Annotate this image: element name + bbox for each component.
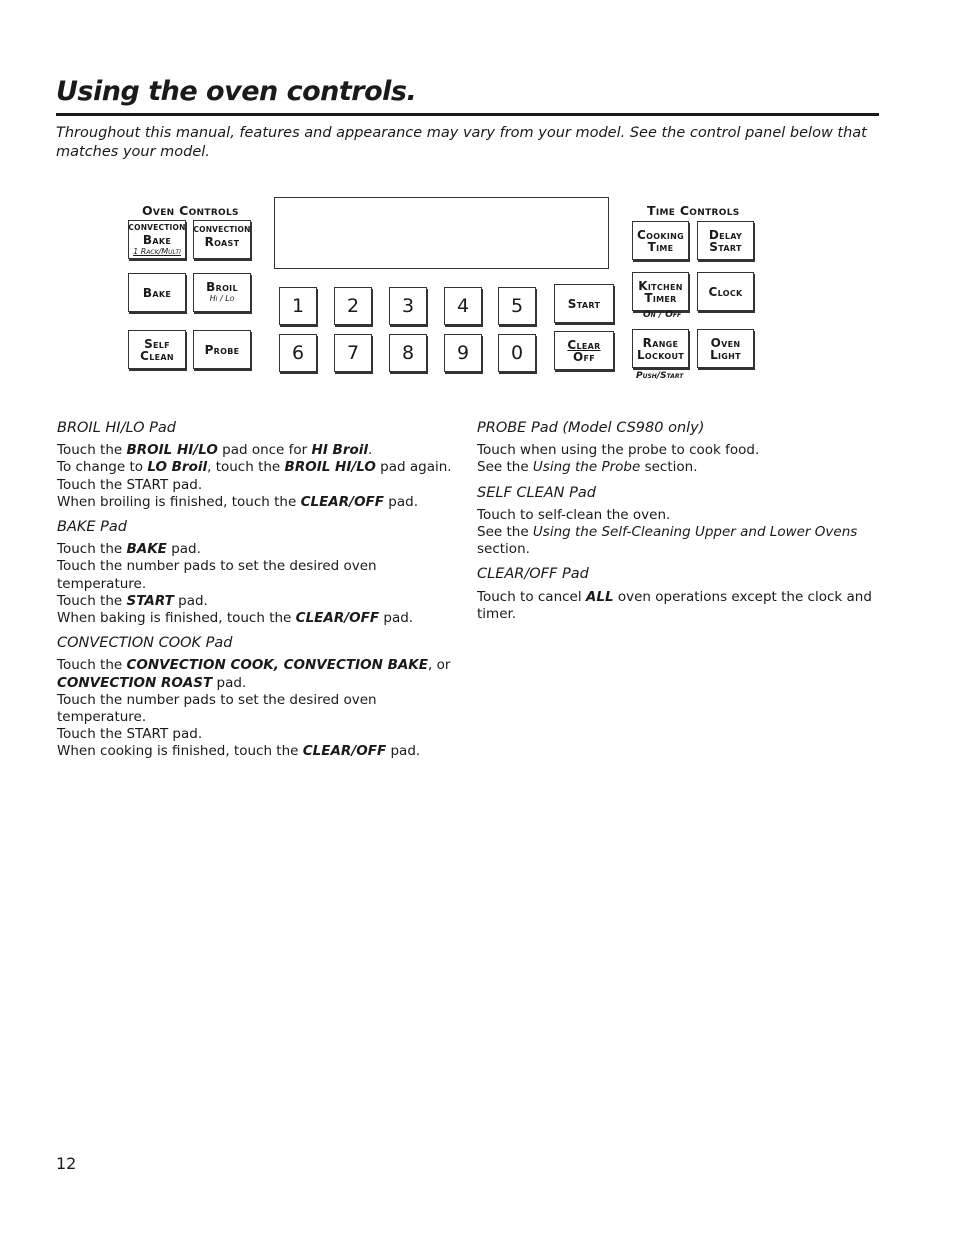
convection-line-1: Touch the CONVECTION COOK, CONVECTION BAKE, or: [57, 657, 451, 674]
broil-line-3: Touch the START pad.: [57, 476, 203, 493]
convection-line-5: When cooking is finished, touch the CLEAR/OFF pad.: [57, 743, 421, 760]
probe-line-2: See the Using the Probe section.: [477, 459, 698, 476]
convection-line-3: Touch the number pads to set the desired oven temperature.: [57, 691, 377, 726]
self-clean-line-2: See the Using the Self-Cleaning Upper and Lower Ovens section.: [477, 524, 858, 558]
self-clean-line-1: Touch to self-clean the oven.: [477, 506, 671, 523]
number-pad-1[interactable]: 1: [279, 287, 317, 325]
bake-pad[interactable]: [128, 273, 186, 312]
bake-line-3: Touch the START pad.: [57, 592, 208, 609]
clock-label: Clock: [708, 284, 743, 299]
bake-section: [57, 519, 457, 627]
broil-heading: BROIL HI/LO Pad: [57, 420, 176, 436]
convection-bake-label: Bake: [142, 232, 172, 247]
oven-controls-label: Oven Controls: [142, 203, 239, 218]
probe-heading: PROBE Pad (Model CS980 only): [477, 420, 705, 436]
convection-bake-sub-label: 1 Rack/Multi: [133, 246, 181, 256]
convection-roast-label: Roast: [204, 235, 240, 249]
convection-roast-top-label: CONVECTION: [193, 225, 251, 234]
range-lockout-push-start-label: Push/Start: [636, 371, 684, 381]
probe-pad[interactable]: [193, 330, 251, 369]
convection-roast-pad[interactable]: [193, 220, 251, 259]
broil-line-2: To change to LO Broil, touch the BROIL HI/LO pad again.: [57, 459, 452, 476]
range-lockout-label-2: Lockout: [636, 347, 684, 362]
clear-off-label-1: Clear: [567, 337, 601, 352]
start-label: Start: [567, 296, 601, 311]
number-pad-8[interactable]: 8: [389, 334, 427, 372]
broil-sub-label: Hi / Lo: [209, 293, 235, 303]
number-pad-2[interactable]: 2: [334, 287, 372, 325]
clear-off-heading: CLEAR/OFF Pad: [477, 566, 589, 583]
delay-start-label-2: Start: [709, 239, 742, 254]
cooking-time-pad[interactable]: [632, 221, 689, 260]
number-pad-5[interactable]: 5: [498, 287, 536, 325]
self-clean-label-2: Clean: [140, 348, 174, 363]
number-pad-9[interactable]: 9: [444, 334, 482, 372]
broil-section: [57, 420, 457, 511]
page-number: 12: [56, 1154, 77, 1173]
oven-light-label-1: Oven: [710, 335, 741, 350]
broil-pad[interactable]: [193, 273, 251, 312]
bake-label: Bake: [142, 285, 172, 300]
probe-line-1: Touch when using the probe to cook food.: [477, 442, 760, 459]
clear-off-section: [477, 566, 897, 623]
delay-start-label-1: Delay: [708, 227, 743, 242]
probe-label: Probe: [204, 342, 240, 357]
bake-line-1: Touch the BAKE pad.: [57, 541, 201, 558]
bake-line-2: Touch the number pads to set the desired oven temperature.: [57, 558, 377, 592]
self-clean-pad[interactable]: [128, 330, 186, 369]
bake-line-4: When baking is finished, touch the CLEAR/OFF pad.: [57, 610, 414, 627]
broil-line-1: Touch the BROIL HI/LO pad once for HI Broil.: [57, 442, 373, 459]
clock-pad[interactable]: [697, 272, 754, 311]
kitchen-timer-pad[interactable]: [632, 272, 689, 311]
left-column: [57, 420, 457, 769]
title-divider: [56, 113, 879, 116]
convection-section: [57, 635, 457, 760]
number-pad-6[interactable]: 6: [279, 334, 317, 372]
convection-line-4: Touch the START pad.: [57, 726, 203, 743]
display-window: [274, 197, 609, 269]
clear-off-pad[interactable]: [554, 331, 614, 370]
number-pad-0[interactable]: 0: [498, 334, 536, 372]
convection-bake-pad[interactable]: [128, 220, 186, 259]
probe-section: [477, 420, 897, 477]
clear-off-line-1: Touch to cancel ALL oven operations except the clock and timer.: [477, 588, 872, 622]
range-lockout-pad[interactable]: [632, 329, 689, 368]
number-pad-4[interactable]: 4: [444, 287, 482, 325]
convection-heading: CONVECTION COOK Pad: [57, 635, 233, 652]
kitchen-timer-label-1: Kitchen: [638, 278, 683, 293]
kitchen-timer-label-2: Timer: [644, 290, 677, 305]
oven-light-label-2: Light: [710, 347, 741, 362]
delay-start-pad[interactable]: [697, 221, 754, 260]
start-pad[interactable]: [554, 284, 614, 323]
broil-line-4: When broiling is finished, touch the CLEAR/OFF pad.: [57, 493, 419, 510]
right-column: [477, 420, 897, 631]
intro-paragraph: Throughout this manual, features and appearance may vary from your model. See the control panel below that matches your model.: [56, 125, 867, 160]
self-clean-section: [477, 485, 897, 559]
number-pad-7[interactable]: 7: [334, 334, 372, 372]
page-title: Using the oven controls.: [56, 76, 417, 107]
cooking-time-label-1: Cooking: [637, 227, 684, 242]
clear-off-label-2: Off: [572, 349, 596, 364]
cooking-time-label-2: Time: [647, 239, 674, 254]
bake-heading: BAKE Pad: [57, 519, 127, 536]
self-clean-label-1: Self: [144, 336, 170, 351]
convection-line-2: CONVECTION ROAST pad.: [57, 674, 247, 691]
kitchen-timer-on-off-label: On / Off: [643, 310, 682, 320]
convection-bake-top-label: CONVECTION: [128, 222, 186, 232]
oven-light-pad[interactable]: [697, 329, 754, 368]
number-pad-3[interactable]: 3: [389, 287, 427, 325]
range-lockout-label-1: Range: [642, 335, 679, 350]
self-clean-heading: SELF CLEAN Pad: [477, 484, 596, 501]
broil-label: Broil: [206, 279, 238, 294]
time-controls-label: Time Controls: [647, 203, 740, 218]
